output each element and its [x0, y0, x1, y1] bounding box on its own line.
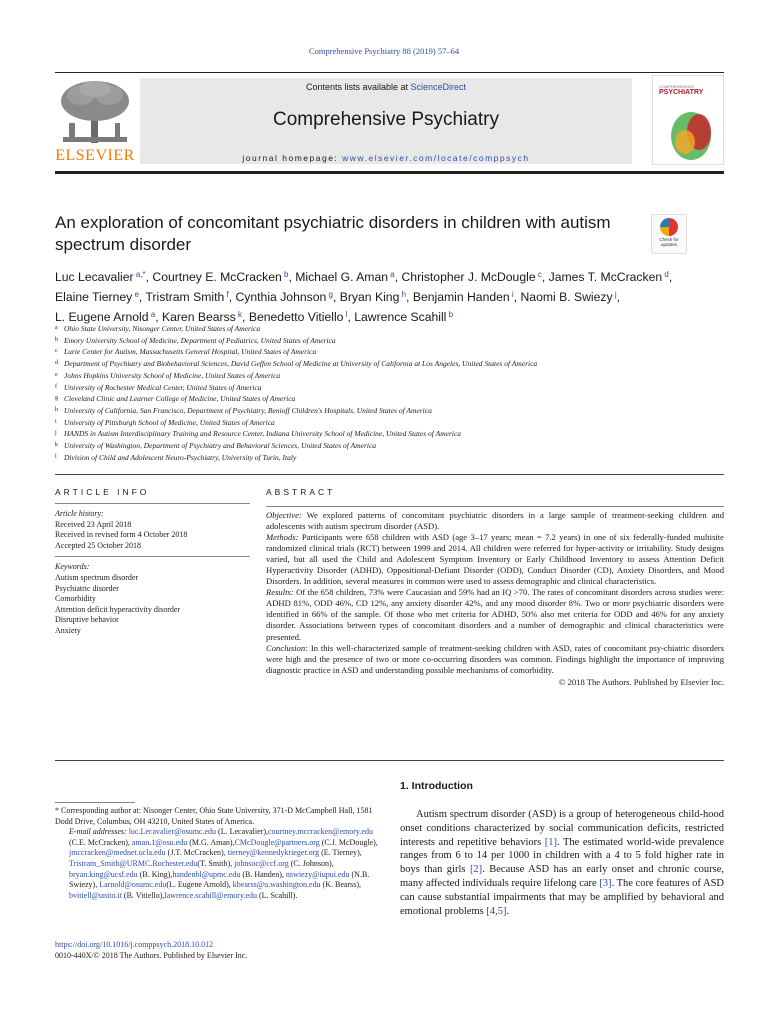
- email-owner: (B. Handen),: [240, 869, 286, 879]
- abstract-section-label: Methods:: [266, 532, 299, 543]
- author-affiliation-marker[interactable]: i: [509, 290, 514, 299]
- email-owner: (C.E. McCracken),: [69, 837, 132, 847]
- author-separator: ,: [616, 290, 620, 304]
- author-name[interactable]: James T. McCracken: [548, 270, 663, 284]
- cover-subtitle: COMPREHENSIVE: [659, 84, 695, 89]
- keywords-label: Keywords:: [55, 562, 90, 572]
- section-divider: [55, 474, 724, 475]
- email-link[interactable]: jmccracken@mednet.ucla.edu: [69, 848, 166, 858]
- author-name[interactable]: Cynthia Johnson: [235, 290, 327, 304]
- email-link[interactable]: handenbl@upmc.edu: [172, 869, 241, 879]
- corresponding-author-note: * Corresponding author at: Nisonger Center, Ohio State University, 371-D McCampbell Hall, 1581 Dodd Drive, Columbus, OH 43210, United States of America.: [55, 806, 373, 826]
- email-owner: (L. Lecavalier),: [216, 827, 268, 837]
- author-affiliation-marker[interactable]: b: [281, 270, 289, 279]
- email-owner: (J.T. McCracken): [165, 848, 224, 858]
- masthead-rule: [55, 171, 724, 174]
- affiliation-item: [55, 405, 735, 417]
- abstract-section-text: In this well-characterized sample of treatment-seeking children with ASD, rates of concomitant psy-chiatric disorders were high and the presence of two or more co-occurring disorders was common. Findings highlight the importance of improving diagnostic practice in ASD and understanding possible mechanisms of comorbidity.: [266, 642, 724, 675]
- elsevier-logo[interactable]: [55, 79, 135, 165]
- email-link[interactable]: , tierney@kennedykrieger.org: [223, 848, 320, 858]
- author-name[interactable]: L. Eugene Arnold: [55, 310, 149, 324]
- author-separator: ,: [513, 290, 521, 304]
- author-affiliation-marker[interactable]: a: [388, 270, 395, 279]
- author-separator: ,: [155, 310, 162, 324]
- email-owner: (L. Eugene Arnold),: [166, 880, 233, 890]
- affiliation-item: [55, 393, 735, 405]
- email-link[interactable]: bvitiell@unito.it: [69, 890, 122, 900]
- author-separator: ,: [541, 270, 549, 284]
- keyword-item[interactable]: Attention deficit hyperactivity disorder: [55, 604, 181, 614]
- affiliation-letter: e: [55, 371, 58, 378]
- email-link[interactable]: kbearss@u.washington.edu: [232, 880, 321, 890]
- email-link[interactable]: Tristram_Smith@URMC.Rochester.edu: [69, 858, 198, 868]
- author-name[interactable]: Benjamin Handen: [412, 290, 510, 304]
- masthead-banner: [140, 78, 632, 164]
- affiliation-item: [55, 452, 735, 464]
- email-link[interactable]: Larnold@osumc.edu: [99, 880, 167, 890]
- info-divider: [55, 503, 250, 504]
- affiliation-letter: c: [55, 348, 58, 355]
- email-owner: (C.J. McDougle),: [319, 837, 378, 847]
- affiliation-item: [55, 323, 735, 335]
- journal-reference[interactable]: Comprehensive Psychiatry 88 (2019) 57–64: [308, 46, 460, 56]
- email-owner: (N.B. Swiezy),: [69, 869, 370, 890]
- email-owner: (C. Johnson),: [288, 858, 334, 868]
- affiliation-letter: a: [55, 325, 58, 331]
- masthead: [55, 72, 724, 168]
- abstract-heading: ABSTRACT: [266, 487, 336, 497]
- paragraph-text: . The core features of ASD can cause substantial impairments that may be amplified by behavioral and emotional problems: [400, 877, 724, 917]
- affiliation-item: [55, 440, 735, 452]
- affiliation-text: Lurie Center for Autism, Massachusetts General Hospital, United States of America: [64, 347, 317, 357]
- abstract-section: [266, 532, 724, 587]
- affiliation-letter: l: [55, 453, 57, 460]
- paragraph-text: .: [506, 905, 510, 917]
- email-owner: (B. King),: [137, 869, 173, 879]
- author-affiliation-marker[interactable]: k: [235, 310, 243, 319]
- email-owner: (T. Smith),: [197, 858, 235, 868]
- section-divider: [55, 760, 724, 761]
- abstract-copyright: © 2018 The Authors. Published by Elsevier Inc.: [558, 676, 724, 687]
- citation-link[interactable]: [1]: [544, 836, 557, 848]
- crossmark-label: Check for updates: [659, 237, 679, 247]
- history-list: [55, 520, 250, 552]
- affiliation-item: [55, 335, 735, 347]
- abstract-section-text: Participants were 658 children with ASD (age 3–17 years; mean = 7.2 years) in one of six federally-funded multisite randomized clinical trials (RCT) between 1999 and 2014. All children were referred for hyper-activity or irritability. Study designs varied, but all used the Child and Adolescent Symptom Inventory or Early Childhood Inventory to assess Attention Deficit Hyperactivity Disorder (ADHD), Oppositional-Defiant Disorder (ODD), Conduct Disorder (CD), Anxiety Disorders, and Mood Disorders. In addition, several measures in common were used to assess demographic and clinical characteristics.: [266, 532, 724, 587]
- elsevier-tree-icon: [55, 79, 135, 145]
- author-separator: ,: [347, 310, 355, 324]
- sciencedirect-link[interactable]: ScienceDirect: [410, 82, 467, 92]
- cover-title: PSYCHIATRY: [659, 89, 704, 96]
- elsevier-wordmark: ELSEVIER: [55, 147, 135, 164]
- affiliation-text: University of Pittsburgh School of Medicine, United States of America: [64, 417, 275, 427]
- abstract-section-label: Conclusion:: [266, 642, 309, 653]
- journal-homepage: [140, 153, 632, 163]
- author-name[interactable]: Naomi B. Swiezy: [520, 290, 613, 304]
- affiliation-letter: b: [55, 336, 58, 343]
- author-list: [55, 266, 725, 326]
- email-link[interactable]: nswiezy@iupui.edu: [285, 869, 350, 879]
- contents-prefix: Contents lists available at: [305, 82, 411, 92]
- abstract-sections: [266, 510, 724, 676]
- footnotes: [55, 802, 385, 901]
- email-addresses: [55, 827, 385, 901]
- doi-block: [55, 940, 385, 962]
- author-name[interactable]: Lawrence Scahill: [354, 310, 447, 324]
- email-label: E-mail addresses:: [69, 827, 129, 837]
- author-affiliation-marker[interactable]: d: [662, 270, 669, 279]
- author-affiliation-marker[interactable]: a: [148, 310, 156, 319]
- affiliation-list: [55, 323, 735, 463]
- affiliation-item: [55, 346, 735, 358]
- abstract-divider: [266, 506, 724, 507]
- author-affiliation-marker[interactable]: l: [343, 310, 348, 319]
- check-for-updates-button[interactable]: [651, 214, 687, 254]
- journal-cover[interactable]: [652, 75, 724, 165]
- history-item: Received in revised form 4 October 2018: [55, 530, 188, 540]
- author-affiliation-marker[interactable]: b: [446, 310, 454, 319]
- paragraph-text: . Because ASD has an early onset and chronic course, many affected individuals require lifelong care: [400, 864, 724, 889]
- email-link[interactable]: johnsoc@ccf.org: [234, 858, 289, 868]
- affiliation-letter: j: [55, 430, 57, 437]
- author-name[interactable]: Elaine Tierney: [55, 290, 133, 304]
- history-item: Received 23 April 2018: [55, 519, 132, 529]
- affiliation-item: [55, 370, 735, 382]
- author-separator: ,: [668, 270, 673, 284]
- affiliation-letter: i: [55, 418, 57, 425]
- author-separator: ,: [406, 290, 413, 304]
- affiliation-text: Cleveland Clinic and Learner College of Medicine, United States of America: [64, 394, 296, 404]
- author-affiliation-marker[interactable]: e: [132, 290, 139, 299]
- keyword-item[interactable]: Psychiatric disorder: [55, 583, 119, 593]
- author-name[interactable]: Karen Bearss: [161, 310, 236, 324]
- keyword-item[interactable]: Comorbidity: [55, 594, 96, 604]
- introduction-paragraph: [400, 808, 724, 918]
- cover-art-icon: [653, 76, 724, 165]
- history-item: Accepted 25 October 2018: [55, 540, 141, 550]
- email-link[interactable]: luc.Lecavalier@osumc.edu: [128, 827, 217, 837]
- author-name[interactable]: Christopher J. McDougle: [401, 270, 536, 284]
- author-name[interactable]: Michael G. Aman: [295, 270, 389, 284]
- author-name[interactable]: Benedetto Vitiello: [248, 310, 344, 324]
- abstract-section-label: Results:: [266, 587, 294, 598]
- email-owner: (K. Bearss),: [320, 880, 362, 890]
- affiliation-letter: h: [55, 406, 58, 413]
- affiliation-text: Johns Hopkins University School of Medicine, United States of America: [64, 370, 281, 380]
- email-owner: (E. Tierney),: [319, 848, 362, 858]
- keyword-item[interactable]: Disruptive behavior: [55, 615, 119, 625]
- footnote-rule: [55, 802, 135, 803]
- author-affiliation-marker[interactable]: j: [612, 290, 617, 299]
- author-separator: ,: [145, 270, 153, 284]
- email-link[interactable]: courtney.mccracken@emory.edu: [268, 827, 373, 837]
- affiliation-text: Ohio State University, Nisonger Center, United States of America: [64, 324, 261, 333]
- crossmark-icon: [660, 218, 678, 236]
- citation-link[interactable]: [3]: [599, 877, 612, 889]
- contents-line: [140, 82, 632, 92]
- author-separator: ,: [242, 310, 249, 324]
- info-divider: [55, 556, 250, 557]
- citation-link[interactable]: [4,5]: [486, 905, 507, 917]
- author-affiliation-marker[interactable]: f: [224, 290, 229, 299]
- abstract-section: [266, 643, 724, 676]
- abstract-body: [266, 506, 724, 688]
- affiliation-item: [55, 417, 735, 429]
- affiliation-item: [55, 382, 735, 394]
- affiliation-text: University of California, San Francisco, Department of Psychiatry, Benioff Children's Hospitals, United States of America: [64, 405, 432, 415]
- email-link[interactable]: CMcDougle@partners.org: [234, 837, 320, 847]
- author-affiliation-marker[interactable]: c: [535, 270, 542, 279]
- affiliation-text: Division of Child and Adolescent Neuro-Psychiatry, University of Turin, Italy: [64, 452, 297, 462]
- article-title: An exploration of concomitant psychiatric disorders in children with autism spectrum disorder: [55, 213, 611, 254]
- article-info-heading: ARTICLE INFO: [55, 487, 150, 497]
- abstract-section: [266, 587, 724, 642]
- citation-link[interactable]: [2]: [469, 864, 483, 876]
- author-name[interactable]: Tristram Smith: [145, 290, 225, 304]
- affiliation-letter: f: [55, 383, 57, 390]
- affiliation-text: University of Washington, Department of Psychiatry and Behavioral Sciences, United States of America: [64, 441, 377, 451]
- affiliation-letter: d: [55, 360, 58, 367]
- author-separator: ,: [228, 290, 236, 304]
- email-owner: (M.G. Aman),: [187, 837, 235, 847]
- abstract-section-text: We explored patterns of concomitant psychiatric disorders in a large sample of treatment-seeking children and adolescents with autism spectrum disorder (ASD).: [266, 510, 724, 532]
- keyword-item[interactable]: Autism spectrum disorder: [55, 572, 139, 582]
- author-affiliation-marker[interactable]: g: [326, 290, 333, 299]
- abstract-section: [266, 510, 724, 532]
- affiliation-letter: k: [55, 442, 58, 449]
- author-affiliation-marker[interactable]: h: [399, 290, 407, 299]
- history-label: Article history:: [55, 509, 104, 518]
- article-info-panel: [55, 503, 250, 637]
- email-owner: (B. Vitiello),: [121, 890, 165, 900]
- author-separator: ,: [332, 290, 340, 304]
- email-link[interactable]: bryan.king@ucsf.edu: [69, 869, 138, 879]
- paragraph-text: Autism spectrum disorder (ASD) is a group of heterogeneous child-hood onset conditions characterized by social communication deficits, restricted interests and repetitive behaviors: [400, 809, 724, 848]
- author-affiliation-marker[interactable]: a,*: [133, 270, 146, 279]
- homepage-prefix: journal homepage:: [242, 153, 343, 163]
- email-link[interactable]: aman.1@osu.edu: [131, 837, 188, 847]
- homepage-link[interactable]: www.elsevier.com/locate/comppsych: [342, 153, 530, 163]
- affiliation-text: University of Rochester Medical Center, United States of America: [64, 382, 262, 392]
- paragraph-text: . The estimated world-wide prevalence ranges from 6 to 14 per 1000 in children with a 4 to 5 fold higher rate in boys than girls: [400, 836, 724, 876]
- author-separator: ,: [394, 270, 402, 284]
- journal-title: Comprehensive Psychiatry: [273, 109, 499, 130]
- affiliation-item: [55, 358, 735, 370]
- author-name[interactable]: Courtney E. McCracken: [152, 270, 282, 284]
- email-owner: (L. Scahill).: [257, 890, 298, 900]
- affiliation-letter: g: [55, 395, 58, 402]
- author-separator: ,: [288, 270, 296, 284]
- keyword-item[interactable]: Anxiety: [55, 625, 81, 635]
- introduction-heading: 1. Introduction: [400, 780, 473, 792]
- author-name[interactable]: Bryan King: [339, 290, 400, 304]
- abstract-section-text: Of the 658 children, 73% were Caucasian and 59% had an IQ >70. The rates of concomitant disorders across studies were: ADHD 81%, ODD 46%, CD 12%, any anxiety disorder 42%, and any mood disorder 8%. Two or more psychiatric disorders were identified in 66% of the sample. Of those who met criteria for ADHD, 50% also met criteria for ODD and 46% for any anxiety disorder. Associations between types of concomitant disorders and a number of demographic and clinical characteristics were presented.: [266, 587, 724, 642]
- author-separator: ,: [138, 290, 146, 304]
- abstract-section-label: Objective:: [266, 510, 302, 520]
- affiliation-text: HANDS in Autism Interdisciplinary Training and Resource Center, Indiana University School of Medicine, United States of America: [64, 429, 462, 439]
- affiliation-text: Department of Psychiatry and Biobehavioral Sciences, David Geffen School of Medicine at University of California at Los Angeles, United States of America: [64, 359, 538, 369]
- email-link[interactable]: lawrence.scahill@emory.edu: [164, 890, 257, 900]
- affiliation-item: [55, 428, 735, 440]
- issn-line: 0010-440X/© 2018 The Authors. Published by Elsevier Inc.: [55, 950, 248, 960]
- doi-link[interactable]: https://doi.org/10.1016/j.comppsych.2018.10.012: [55, 940, 214, 949]
- affiliation-text: Emory University School of Medicine, Department of Pediatrics, United States of America: [64, 335, 336, 345]
- keyword-list: [55, 573, 250, 637]
- author-name[interactable]: Luc Lecavalier: [55, 270, 134, 284]
